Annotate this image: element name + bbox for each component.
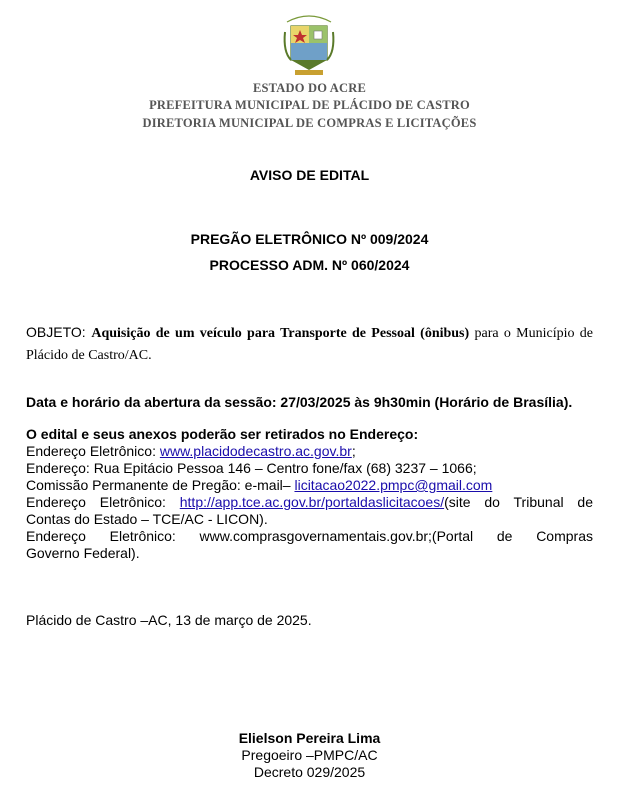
address-block [26,426,593,562]
tce-rest: (site do Tribunal de [444,494,593,510]
email-link[interactable]: licitacao2022.pmpc@gmail.com [294,477,493,493]
signature-role: Pregoeiro –PMPC/AC [241,747,378,763]
address-title: O edital e seus anexos poderão ser retirados no Endereço: [26,426,419,442]
address-line-website [26,443,593,460]
signature-decree: Decreto 029/2025 [253,764,366,780]
address-line-compras-cont: Governo Federal). [26,545,140,561]
tce-portal-link[interactable]: http://app.tce.ac.gov.br/portaldaslicitacoes/ [179,494,445,510]
address-label: Endereço Eletrônico: [26,443,160,459]
municipal-crest-icon [281,12,337,78]
address-line-email [26,477,593,494]
objeto-label: OBJETO: [26,324,92,340]
website-link[interactable]: www.placidodecastro.ac.gov.br [159,443,352,459]
header-prefecture: PREFEITURA MUNICIPAL DE PLÁCIDO DE CASTRO [149,98,470,112]
address-line-tce [26,494,593,511]
address-line-street: Endereço: Rua Epitácio Pessoa 146 – Centro fone/fax (68) 3237 – 1066; [26,460,477,476]
email-label: Comissão Permanente de Pregão: e-mail– [26,477,295,493]
address-line-compras: Endereço Eletrônico: www.comprasgovernamentais.gov.br;(Portal de Compras [26,528,593,544]
place-date: Plácido de Castro –AC, 13 de março de 2025. [26,612,312,628]
pregao-number: PREGÃO ELETRÔNICO Nº 009/2024 [190,231,429,247]
signature-name: Elielson Pereira Lima [238,730,381,746]
processo-number: PROCESSO ADM. Nº 060/2024 [209,257,410,273]
notice-title: AVISO DE EDITAL [249,167,370,183]
address-line-tce-cont: Contas do Estado – TCE/AC - LICON). [26,511,268,527]
header-directorate: DIRETORIA MUNICIPAL DE COMPRAS E LICITAÇÕES [142,116,477,130]
objeto-paragraph [26,322,593,366]
address-line-end: ; [351,443,356,459]
session-datetime: Data e horário da abertura da sessão: 27/03/2025 às 9h30min (Horário de Brasília). [26,394,573,410]
tce-label: Endereço Eletrônico: [26,494,180,510]
objeto-text-rest: para o Município de Plácido de Castro/AC. [26,326,593,363]
header-state: ESTADO DO ACRE [252,81,366,95]
objeto-text-bold: Aquisição de um veículo para Transporte de Pessoal (ônibus) [91,326,470,341]
